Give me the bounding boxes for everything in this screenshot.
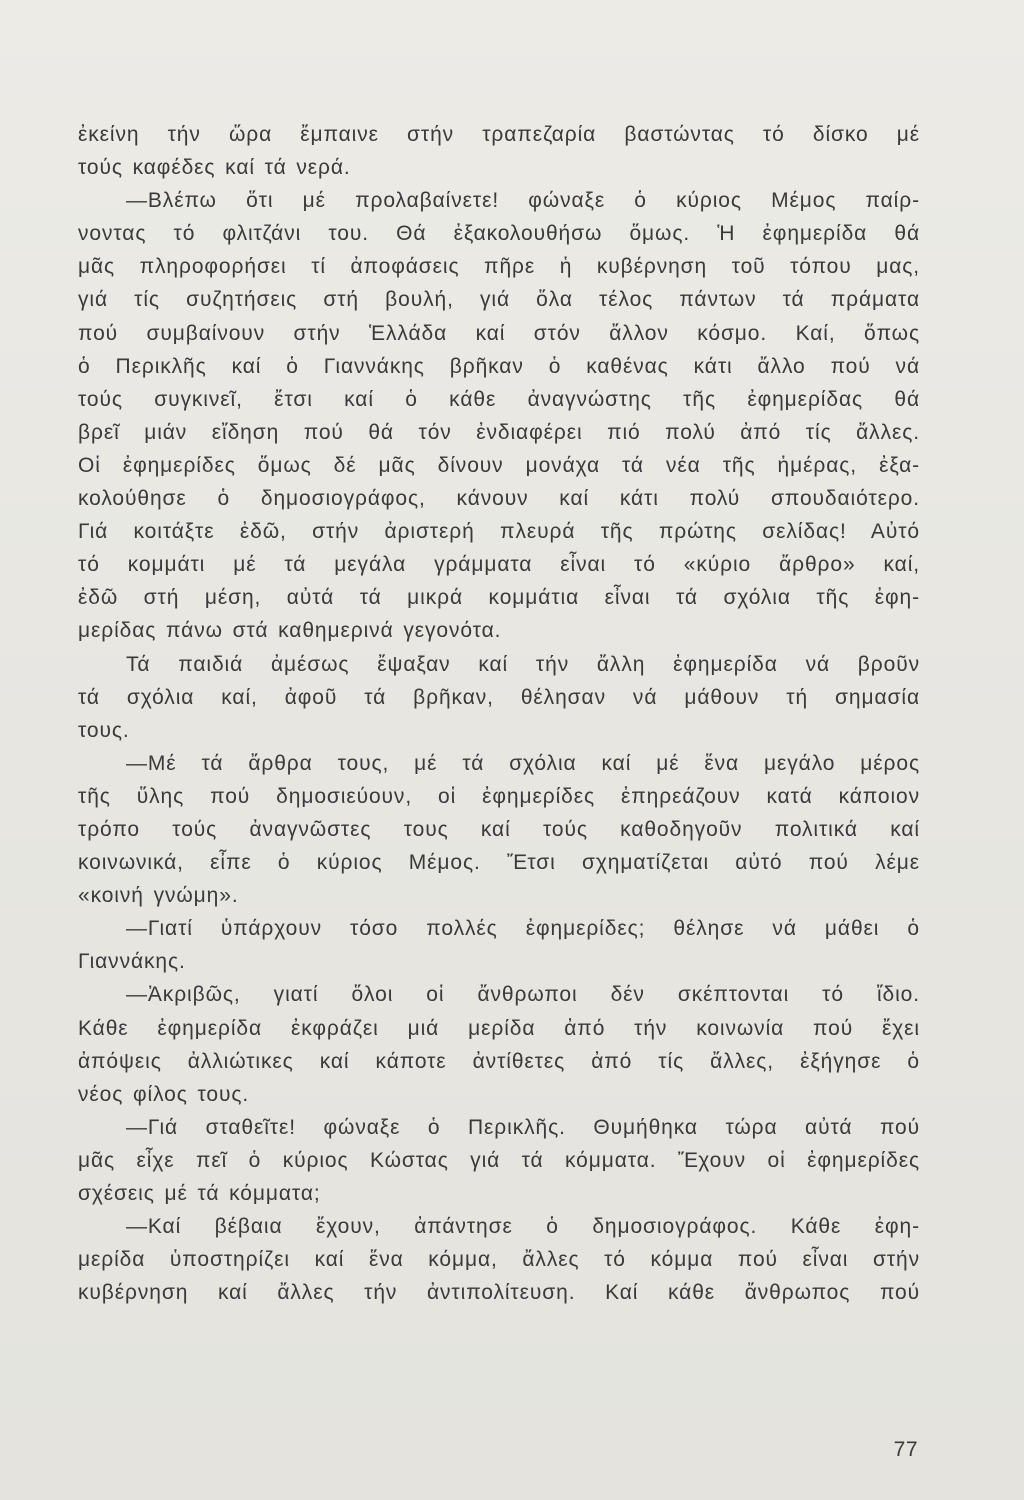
text-line: μερίδα ὑποστηρίζει καί ἕνα κόμμα, ἄλλες τό κόμμα πού εἶναι στήν xyxy=(78,1248,920,1272)
text-line: σχέσεις μέ τά κόμματα; xyxy=(78,1182,321,1205)
text-line: —Μέ τά ἄρθρα τους, μέ τά σχόλια καί μέ ἕνα μεγάλο μέρος xyxy=(126,751,920,775)
text-line: τά σχόλια καί, ἀφοῦ τά βρῆκαν, θέλησαν νά μάθουν τή σημασία xyxy=(78,685,920,709)
text-line: ὁ Περικλῆς καί ὁ Γιαννάκης βρῆκαν ὁ καθένας κάτι ἄλλο πού νά xyxy=(78,354,920,378)
text-line: νέος φίλος τους. xyxy=(78,1082,250,1106)
text-line: —Καί βέβαια ἔχουν, ἀπάντησε ὁ δημοσιογράφος. Κάθε ἐφη- xyxy=(126,1215,920,1239)
text-line: κυβέρνηση καί ἄλλες τήν ἀντιπολίτευση. Καί κάθε ἄνθρωπος πού xyxy=(78,1281,920,1305)
text-line: μᾶς εἶχε πεῖ ὁ κύριος Κώστας γιά τά κόμματα. Ἔχουν οἱ ἐφημερίδες xyxy=(78,1148,920,1172)
text-line: τους. xyxy=(78,718,130,742)
text-line: Τά παιδιά ἀμέσως ἔψαξαν καί τήν ἄλλη ἐφημερίδα νά βροῦν xyxy=(126,652,920,676)
text-line: πού συμβαίνουν στήν Ἑλλάδα καί στόν ἄλλον κόσμο. Καί, ὅπως xyxy=(78,321,920,345)
text-line: τῆς ὕλης πού δημοσιεύουν, οἱ ἐφημερίδες ἐπηρεάζουν κατά κάποιον xyxy=(78,784,920,808)
text-line: —Γιά σταθεῖτε! φώναξε ὁ Περικλῆς. Θυμήθηκα τώρα αὐτά πού xyxy=(126,1115,920,1139)
text-line: Οἱ ἐφημερίδες ὅμως δέ μᾶς δίνουν μονάχα τά νέα τῆς ἡμέρας, ἐξα- xyxy=(78,453,920,477)
text-line: «κοινή γνώμη». xyxy=(78,884,239,908)
text-line: κοινωνικά, εἶπε ὁ κύριος Μέμος. Ἔτσι σχηματίζεται αὐτό πού λέμε xyxy=(78,851,920,875)
text-line: μερίδας πάνω στά καθημερινά γεγονότα. xyxy=(78,619,502,643)
text-line: ἀπόψεις ἀλλιώτικες καί κάποτε ἀντίθετες ἀπό τίς ἄλλες, ἐξήγησε ὁ xyxy=(78,1049,920,1073)
body-text xyxy=(78,118,920,1309)
text-line: τούς καφέδες καί τά νερά. xyxy=(78,156,351,180)
text-line: Κάθε ἐφημερίδα ἐκφράζει μιά μερίδα ἀπό τήν κοινωνία πού ἔχει xyxy=(78,1016,920,1040)
text-line: ἐδῶ στή μέση, αὐτά τά μικρά κομμάτια εἶναι τά σχόλια τῆς ἐφη- xyxy=(78,586,920,610)
text-line: βρεῖ μιάν εἴδηση πού θά τόν ἐνδιαφέρει πιό πολύ ἀπό τίς ἄλλες. xyxy=(78,420,920,444)
text-line: τρόπο τούς ἀναγνῶστες τους καί τούς καθοδηγοῦν πολιτικά καί xyxy=(78,817,920,841)
text-line: τό κομμάτι μέ τά μεγάλα γράμματα εἶναι τό «κύριο ἄρθρο» καί, xyxy=(78,553,920,577)
text-line: γιά τίς συζητήσεις στή βουλή, γιά ὅλα τέλος πάντων τά πράματα xyxy=(78,288,920,312)
text-line: νοντας τό φλιτζάνι του. Θά ἐξακολουθήσω ὅμως. Ἡ ἐφημερίδα θά xyxy=(78,222,920,246)
text-line: Γιαννάκης. xyxy=(78,950,186,974)
page-number: 77 xyxy=(893,1438,918,1461)
text-line: —Ἀκριβῶς, γιατί ὅλοι οἱ ἄνθρωποι δέν σκέπτονται τό ἴδιο. xyxy=(126,983,920,1007)
text-line: τούς συγκινεῖ, ἔτσι καί ὁ κάθε ἀναγνώστης τῆς ἐφημερίδας θά xyxy=(78,387,920,411)
text-line: —Γιατί ὑπάρχουν τόσο πολλές ἐφημερίδες; θέλησε νά μάθει ὁ xyxy=(126,917,920,941)
text-line: κολούθησε ὁ δημοσιογράφος, κάνουν καί κάτι πολύ σπουδαιότερο. xyxy=(78,487,920,511)
text-line: —Βλέπω ὅτι μέ προλαβαίνετε! φώναξε ὁ κύριος Μέμος παίρ- xyxy=(126,189,920,213)
text-line: ἐκείνη τήν ὥρα ἔμπαινε στήν τραπεζαρία βαστώντας τό δίσκο μέ xyxy=(78,123,920,146)
text-line: Γιά κοιτάξτε ἐδῶ, στήν ἀριστερή πλευρά τῆς πρώτης σελίδας! Αὐτό xyxy=(78,520,920,544)
text-line: μᾶς πληροφορήσει τί ἀποφάσεις πῆρε ἡ κυβέρνηση τοῦ τόπου μας, xyxy=(78,255,920,279)
